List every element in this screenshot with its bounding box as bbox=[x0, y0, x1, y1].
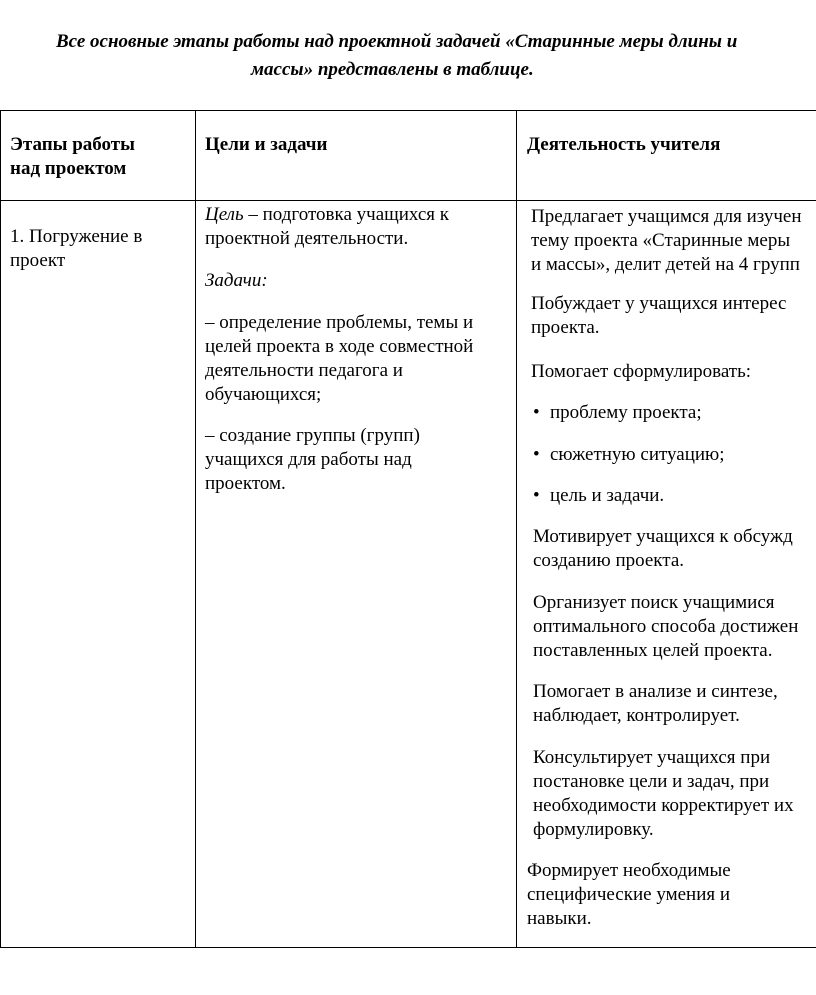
header-stages-line-2: над проектом bbox=[10, 158, 127, 179]
table-divider-1 bbox=[195, 110, 196, 948]
stage-cell bbox=[10, 225, 142, 273]
table-divider-2 bbox=[516, 110, 517, 948]
teacher-paragraph-3: Помогает сформулировать: bbox=[531, 361, 752, 382]
header-stages bbox=[10, 133, 135, 181]
teacher-bullet-1: • проблему проекта; bbox=[533, 402, 702, 423]
teacher-paragraph-1: Предлагает учащимся для изучен тему проекта «Старинные меры и массы», делит детей на 4 групп bbox=[531, 206, 802, 275]
goal-text-line-2: проектной деятельности. bbox=[205, 228, 409, 249]
table-border-header bbox=[0, 200, 816, 201]
teacher-paragraph-7: Консультирует учащихся при постановке цели и задач, при необходимости корректирует их формулировку. bbox=[533, 747, 794, 840]
teacher-paragraph-8: Формирует необходимые специфические умения и навыки. bbox=[527, 860, 731, 929]
header-goals: Цели и задачи bbox=[205, 134, 328, 155]
task-2: – создание группы (групп) учащихся для работы над проектом. bbox=[205, 425, 420, 494]
bullet-icon: • bbox=[533, 444, 540, 465]
teacher-paragraph-4: Мотивирует учащихся к обсужд созданию проекта. bbox=[533, 526, 793, 571]
header-teacher: Деятельность учителя bbox=[527, 134, 721, 155]
table-border-left bbox=[0, 110, 1, 948]
title-line-2: массы» представлены в таблице. bbox=[251, 59, 534, 80]
goal-text: – подготовка учащихся к bbox=[243, 204, 450, 225]
teacher-paragraph-2: Побуждает у учащихся интерес проекта. bbox=[531, 293, 787, 338]
bullet-icon: • bbox=[533, 485, 540, 506]
header-stages-line-1: Этапы работы bbox=[10, 134, 135, 155]
teacher-paragraph-5: Организует поиск учащимися оптимального способа достижен поставленных целей проекта. bbox=[533, 592, 799, 661]
bullet-icon: • bbox=[533, 402, 540, 423]
goal-label: Цель bbox=[205, 204, 244, 225]
task-1: – определение проблемы, темы и целей проекта в ходе совместной деятельности педагога и обучающихся; bbox=[205, 312, 474, 405]
teacher-paragraph-6: Помогает в анализе и синтезе, наблюдает, контролирует. bbox=[533, 681, 778, 726]
stage-line-1: 1. Погружение в bbox=[10, 226, 143, 247]
goal-paragraph bbox=[205, 203, 449, 251]
stage-line-2: проект bbox=[10, 250, 66, 271]
table-border-bottom bbox=[0, 947, 816, 948]
teacher-bullet-2: • сюжетную ситуацию; bbox=[533, 444, 725, 465]
teacher-bullet-3: • цель и задачи. bbox=[533, 485, 665, 506]
title-line-1: Все основные этапы работы над проектной задачей «Старинные меры длины и bbox=[56, 31, 738, 52]
tasks-label: Задачи: bbox=[205, 270, 268, 291]
table-border-top bbox=[0, 110, 816, 111]
